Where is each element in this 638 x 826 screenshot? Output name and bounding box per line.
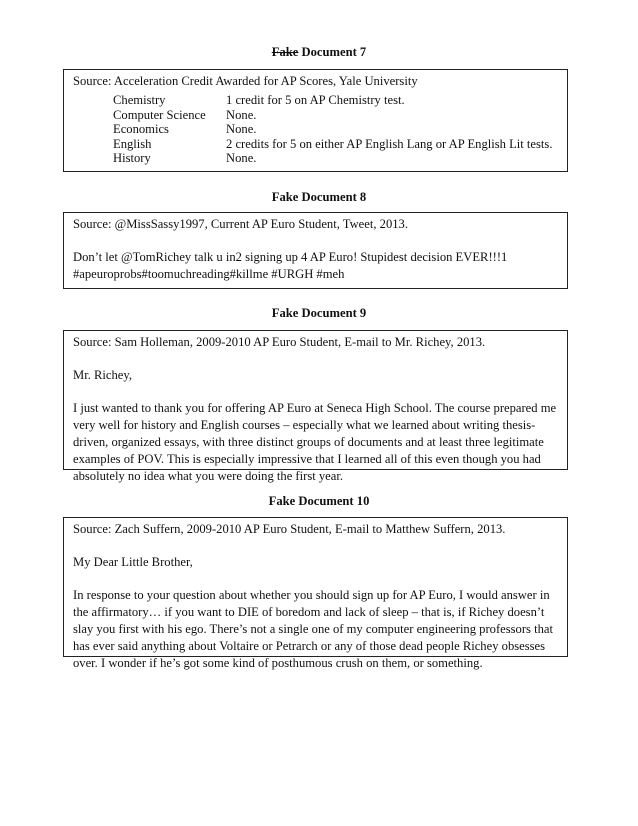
subject-cell: English [113,136,152,151]
spacer [73,538,559,554]
doc10-body-line: has ever said anything about Voltaire or Petrarch or any of those dead people Richey obsesses [73,639,546,653]
spacer [73,384,559,400]
credit-cell: 2 credits for 5 on either AP English Lang or AP English Lit tests. [226,136,553,151]
table-row [113,151,552,166]
doc8-tweet-line: Don’t let @TomRichey talk u in2 signing up 4 AP Euro! Stupidest decision EVER!!!1 [73,250,508,264]
spacer [73,233,559,249]
credits-table [113,93,552,166]
doc7-title-prefix: Fake [271,45,299,59]
doc9-body-line: very well for history and English courses – especially what we learned about writing thesis- [73,418,536,432]
subject-cell: Economics [113,122,169,136]
doc10-body-line: the affirmatory… if you want to DIE of boredom and lack of sleep – that is, if Richey doesn’t [73,605,545,619]
table-row [113,108,552,123]
doc9-salutation: Mr. Richey, [73,368,132,382]
subject-cell: Chemistry [113,93,166,107]
doc8-box [63,212,568,289]
table-row [113,93,552,108]
doc9-box [63,330,568,483]
spacer [73,351,559,367]
doc10-body-line: slay you first with his ego. There’s not a single one of my computer engineering professors that [73,622,553,636]
doc9-body-line: examples of POV. This is especially impressive that I learned all of this even though you had [73,452,541,466]
doc10-body-line: In response to your question about whether you should sign up for AP Euro, I would answer in [73,588,550,602]
table-row [113,122,552,137]
doc7-title-rest: Document 7 [298,45,367,59]
credit-cell: 1 credit for 5 on AP Chemistry test. [226,93,405,107]
doc8-title: Fake Document 8 [271,190,367,204]
doc10-salutation: My Dear Little Brother, [73,555,193,569]
doc8-source: Source: @MissSassy1997, Current AP Euro Student, Tweet, 2013. [73,217,408,231]
doc7-box [63,69,568,172]
doc10-body-line: over. I wonder if he’s got some kind of posthumous crush on them, or something. [73,656,483,670]
doc10-source: Source: Zach Suffern, 2009-2010 AP Euro Student, E-mail to Matthew Suffern, 2013. [73,522,506,536]
doc10-box [63,517,568,670]
credit-cell: None. [226,122,257,136]
doc9-body-line: absolutely no idea what you were doing the first year. [73,469,343,483]
doc9-source: Source: Sam Holleman, 2009-2010 AP Euro Student, E-mail to Mr. Richey, 2013. [73,335,486,349]
subject-cell: History [113,151,151,165]
credit-cell: None. [226,107,257,122]
doc9-title: Fake Document 9 [271,306,367,320]
subject-cell: Computer Science [113,107,206,122]
doc7-title [0,44,638,61]
doc9-body-line: I just wanted to thank you for offering AP Euro at Seneca High School. The course prepared me [73,401,557,415]
spacer [73,571,559,587]
doc7-source: Source: Acceleration Credit Awarded for AP Scores, Yale University [73,74,418,88]
table-row [113,137,552,152]
credit-cell: None. [226,151,257,165]
doc8-hashtags: #apeuroprobs#toomuchreading#killme #URGH #meh [73,267,345,281]
doc10-title: Fake Document 10 [268,494,370,508]
doc9-body-line: driven, organized essays, with three distinct groups of documents and at least three legitimate [73,435,544,449]
